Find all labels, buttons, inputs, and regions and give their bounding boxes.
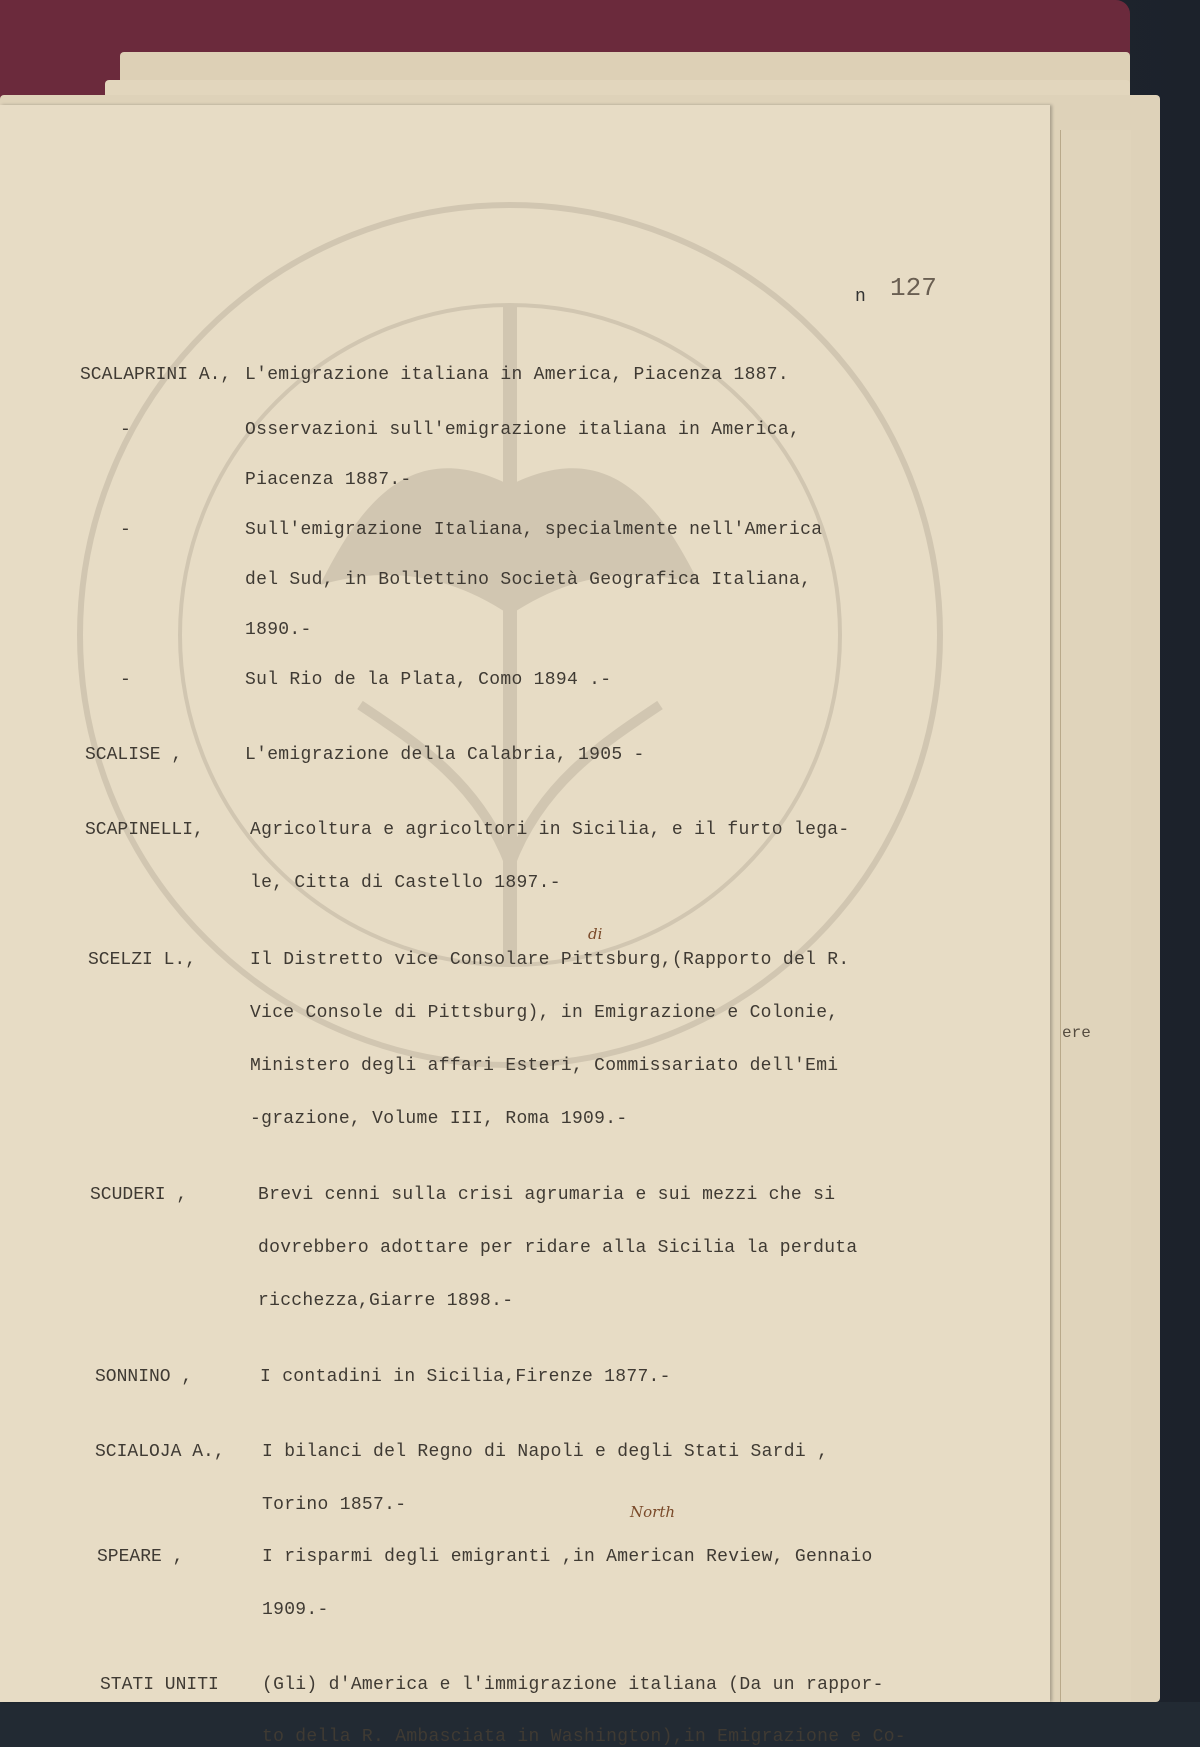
entry-line: L'emigrazione italiana in America, Piacenza 1887. — [245, 365, 789, 385]
document-page — [0, 105, 1050, 1747]
entry-line: Vice Console di Pittsburg), in Emigrazione e Colonie, — [250, 1003, 839, 1023]
entry-line: to della R. Ambasciata in Washington),in Emigrazione e Co- — [262, 1727, 906, 1747]
entry-line: dovrebbero adottare per ridare alla Sicilia la perduta — [258, 1238, 858, 1258]
entry-author: SONNINO , — [95, 1367, 193, 1387]
entry-line: I contadini in Sicilia,Firenze 1877.- — [260, 1367, 671, 1387]
entry-line: Sull'emigrazione Italiana, specialmente nell'America — [245, 520, 823, 540]
entry-line: L'emigrazione della Calabria, 1905 - — [245, 745, 645, 765]
entry-line: Agricoltura e agricoltori in Sicilia, e il furto lega- — [250, 820, 850, 840]
entry-author: SCIALOJA A., — [95, 1442, 225, 1462]
entry-line: le, Citta di Castello 1897.- — [250, 873, 561, 893]
entry-author: SPEARE , — [97, 1547, 184, 1567]
page-edge-strip — [1060, 130, 1131, 1702]
entry-dash: - — [120, 520, 131, 540]
entry-dash: - — [120, 420, 131, 440]
entry-line: -grazione, Volume III, Roma 1909.- — [250, 1109, 628, 1129]
entry-line: I risparmi degli emigranti ,in American Review, Gennaio — [262, 1547, 873, 1567]
entry-line: Torino 1857.- — [262, 1495, 407, 1515]
entry-line: Il Distretto vice Consolare Pittsburg,(Rapporto del R. — [250, 950, 850, 970]
handwritten-insert-di: di — [588, 925, 603, 943]
entry-line: Sul Rio de la Plata, Como 1894 .- — [245, 670, 612, 690]
entry-author: STATI UNITI — [100, 1675, 219, 1695]
entry-line: Ministero degli affari Esteri, Commissariato dell'Emi — [250, 1056, 839, 1076]
edge-text-fragment: ere — [1062, 1024, 1091, 1042]
handwritten-insert-north: North — [630, 1503, 676, 1521]
entry-author: SCALAPRINI A., — [80, 365, 232, 385]
entry-line: ricchezza,Giarre 1898.- — [258, 1291, 514, 1311]
entry-line: Piacenza 1887.- — [245, 470, 412, 490]
page-number: 127 — [890, 273, 937, 303]
entry-line: Brevi cenni sulla crisi agrumaria e sui mezzi che si — [258, 1185, 836, 1205]
entry-line: Osservazioni sull'emigrazione italiana in America, — [245, 420, 801, 440]
entry-author: SCUDERI , — [90, 1185, 188, 1205]
entry-author: SCAPINELLI, — [85, 820, 204, 840]
entry-line: 1909.- — [262, 1600, 329, 1620]
entry-line: I bilanci del Regno di Napoli e degli Stati Sardi , — [262, 1442, 829, 1462]
entry-author: SCALISE , — [85, 745, 183, 765]
entry-author: SCELZI L., — [88, 950, 197, 970]
entry-line: del Sud, in Bollettino Società Geografica Italiana, — [245, 570, 812, 590]
entry-dash: - — [120, 670, 131, 690]
entry-line: (Gli) d'America e l'immigrazione italiana (Da un rappor- — [262, 1675, 884, 1695]
entry-line: 1890.- — [245, 620, 312, 640]
page-mark — [855, 287, 866, 307]
